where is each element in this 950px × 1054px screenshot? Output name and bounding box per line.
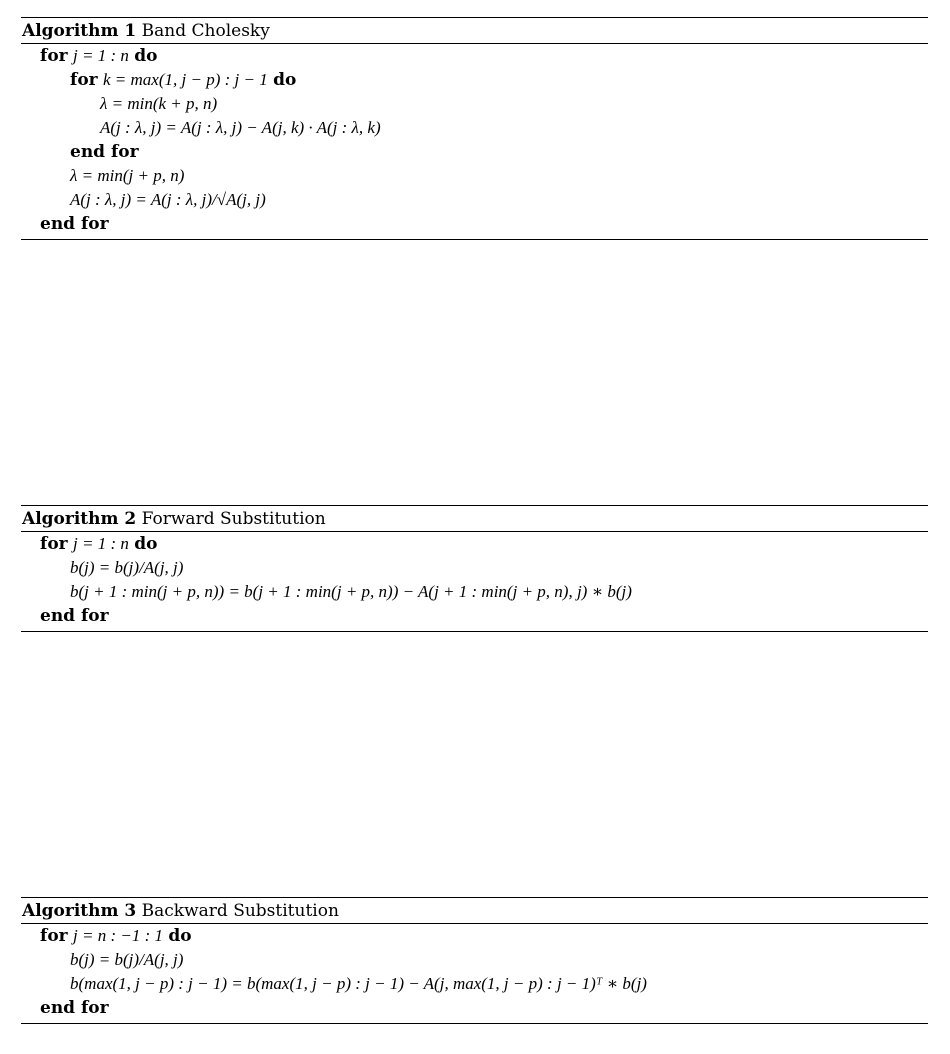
algorithm-3-line	[21, 924, 928, 948]
algorithm-1-title: Band Cholesky	[141, 21, 270, 41]
algorithm-3-line	[21, 972, 928, 996]
math-expression: b(j) = b(j)/A(j, j)	[70, 950, 184, 969]
algorithm-1-line	[21, 140, 928, 164]
keyword: do	[134, 46, 158, 66]
keyword: for	[40, 46, 68, 66]
algorithm-2-label: Algorithm 2	[22, 509, 137, 529]
math-expression: b(j + 1 : min(j + p, n)) = b(j + 1 : min(j + p, n)) − A(j + 1 : min(j + p, n), j) ∗ b(j)	[70, 582, 632, 601]
math-expression: λ = min(k + p, n)	[100, 94, 218, 113]
keyword: for	[40, 926, 68, 946]
algorithm-3-title: Backward Substitution	[141, 901, 339, 921]
algorithm-1-line	[21, 188, 928, 212]
math-expression: b(j) = b(j)/A(j, j)	[70, 558, 184, 577]
algorithm-1-line	[21, 92, 928, 116]
algorithm-1-line	[21, 116, 928, 140]
algorithm-3-body	[21, 924, 928, 1024]
keyword: do	[273, 70, 297, 90]
math-expression: j = 1 : n	[73, 534, 129, 553]
algorithm-2-body	[21, 532, 928, 632]
algorithm-3-caption	[21, 898, 928, 924]
algorithm-2-title: Forward Substitution	[141, 509, 326, 529]
keyword: do	[168, 926, 192, 946]
math-expression: b(max(1, j − p) : j − 1) = b(max(1, j − p) : j − 1) − A(j, max(1, j − p) : j − 1)ᵀ ∗ b(j)	[70, 974, 647, 993]
algorithm-1-caption	[21, 18, 928, 44]
math-expression: k = max(1, j − p) : j − 1	[103, 70, 268, 89]
algorithm-1-body	[21, 44, 928, 240]
algorithm-1-line	[21, 44, 928, 68]
algorithm-1-block	[21, 17, 928, 240]
algorithm-2-line	[21, 580, 928, 604]
algorithm-1-line	[21, 164, 928, 188]
keyword: end for	[70, 142, 139, 162]
algorithm-3-label: Algorithm 3	[22, 901, 137, 921]
algorithm-3-block	[21, 897, 928, 1024]
keyword: end for	[40, 998, 109, 1018]
algorithm-2-line	[21, 556, 928, 580]
math-expression: A(j : λ, j) = A(j : λ, j)/√A(j, j)	[70, 190, 266, 209]
algorithm-2-line	[21, 604, 928, 628]
math-expression: j = 1 : n	[73, 46, 129, 65]
math-expression: A(j : λ, j) = A(j : λ, j) − A(j, k) · A(j : λ, k)	[100, 118, 381, 137]
keyword: for	[40, 534, 68, 554]
algorithm-1-label: Algorithm 1	[22, 21, 137, 41]
algorithm-1-line	[21, 212, 928, 236]
algorithm-1-line	[21, 68, 928, 92]
algorithm-3-line	[21, 996, 928, 1020]
math-expression: j = n : −1 : 1	[73, 926, 164, 945]
keyword: end for	[40, 214, 109, 234]
math-expression: λ = min(j + p, n)	[70, 166, 185, 185]
algorithm-3-line	[21, 948, 928, 972]
algorithm-2-caption	[21, 506, 928, 532]
algorithm-2-line	[21, 532, 928, 556]
algorithm-2-block	[21, 505, 928, 632]
keyword: do	[134, 534, 158, 554]
keyword: for	[70, 70, 98, 90]
keyword: end for	[40, 606, 109, 626]
